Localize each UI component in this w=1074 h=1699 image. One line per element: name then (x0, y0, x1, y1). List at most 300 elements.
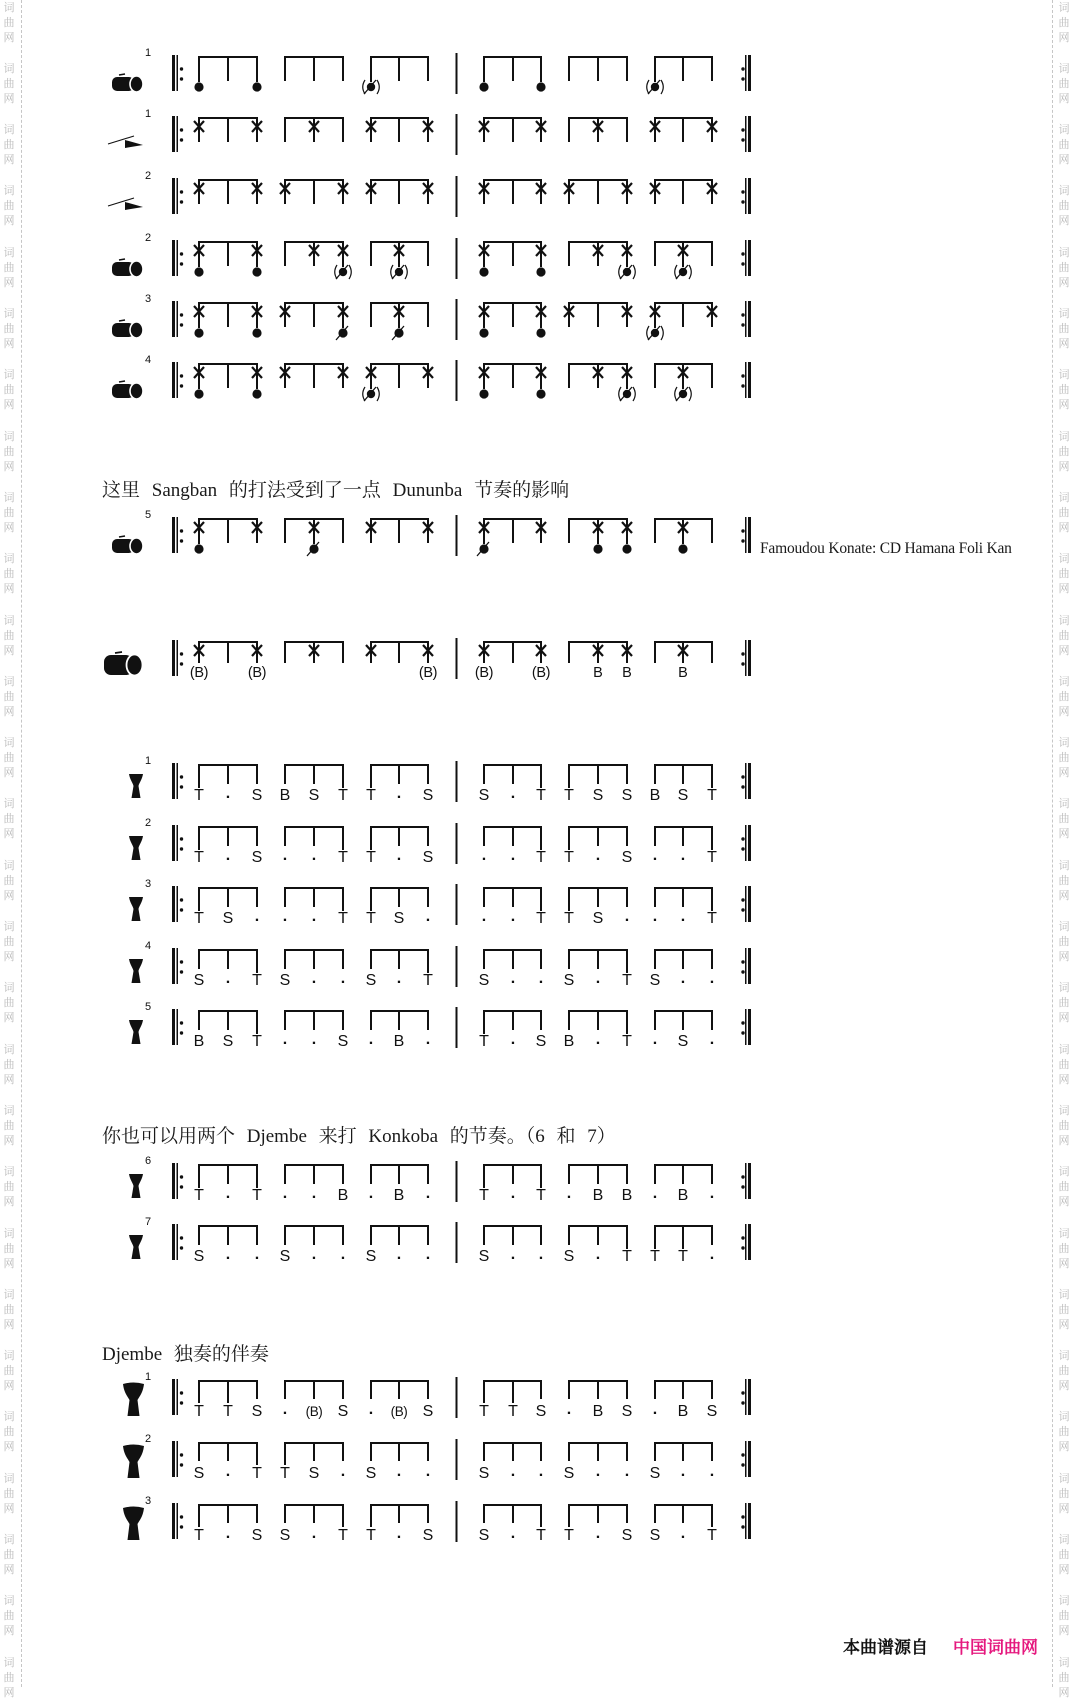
note-stem (626, 950, 628, 973)
note-stem (682, 364, 684, 389)
beat-group (194, 949, 262, 989)
dunun-icon (112, 74, 143, 92)
stroke-label: . (396, 1525, 402, 1542)
note-stem (198, 1505, 200, 1527)
note-stem (227, 118, 229, 142)
note-stem (198, 1443, 200, 1461)
watermark-char: 曲 (3, 1486, 15, 1500)
bass-dot-icon (593, 544, 602, 553)
bass-dot-icon (622, 544, 631, 553)
beat-group (194, 1225, 260, 1265)
note-stem (626, 1381, 628, 1399)
stroke-label: (B) (390, 1404, 408, 1419)
note-stem (342, 1505, 344, 1527)
watermark-char: 词 (1058, 1655, 1070, 1669)
stroke-label: T (194, 1403, 204, 1420)
beat-group (653, 887, 717, 927)
watermark-char: 网 (3, 214, 15, 228)
djembe-large-icon (123, 1383, 144, 1417)
note-stem (711, 642, 713, 663)
beat-group (370, 241, 429, 279)
repeat-start-sign (172, 886, 183, 922)
note-stem (313, 1443, 315, 1461)
dunun-pattern-4 (0, 350, 1074, 414)
stroke-label: . (311, 1031, 317, 1048)
stroke-label: S (251, 1527, 263, 1544)
watermark-char: 网 (3, 1379, 15, 1393)
stroke-label: . (510, 847, 516, 864)
stroke-label: S (422, 787, 434, 804)
note-stem (711, 888, 713, 911)
beat-group (568, 117, 628, 142)
stroke-label: . (425, 1185, 431, 1202)
stroke-label: . (595, 1246, 601, 1263)
stroke-label: . (624, 908, 630, 925)
note-stem (256, 364, 258, 389)
note-stem (284, 827, 286, 846)
stroke-label: . (595, 1463, 601, 1480)
watermark-char: 曲 (1058, 444, 1070, 458)
note-stem (483, 118, 485, 142)
repeat-start-sign (172, 517, 183, 553)
stroke-label: T (622, 972, 632, 989)
repeat-end-sign (741, 1503, 751, 1539)
bass-dot-icon (194, 267, 203, 276)
stroke-label: T (479, 1033, 489, 1050)
stroke-label: . (595, 970, 601, 987)
note-stem (483, 1505, 485, 1523)
watermark-char: 词 (3, 674, 15, 688)
stroke-label: S (478, 1248, 490, 1265)
bass-dot-icon (678, 544, 687, 553)
stroke-label: . (282, 1401, 288, 1418)
stroke-label: T (678, 1248, 688, 1265)
stroke-label: T (223, 1403, 233, 1420)
note-stem (256, 1226, 258, 1245)
note-stem (427, 1226, 429, 1245)
stroke-label: . (709, 1185, 715, 1202)
stroke-label: S (649, 1527, 661, 1544)
note-stem (682, 765, 684, 784)
watermark-char: 词 (3, 123, 15, 137)
note-stem (540, 180, 542, 204)
repeat-end-sign (741, 301, 751, 337)
stroke-label: . (652, 908, 658, 925)
stroke-label: S (422, 849, 434, 866)
note-stem (227, 242, 229, 266)
beat-group (564, 764, 632, 804)
note-stem (256, 519, 258, 543)
barline (456, 299, 458, 340)
note-stem (342, 642, 344, 663)
watermark-char: 词 (1058, 1226, 1070, 1240)
beat-group (482, 887, 546, 927)
repeat-start-sign (172, 116, 183, 152)
beat-group (283, 1164, 349, 1204)
note-stem (284, 519, 286, 543)
repeat-start-sign (172, 362, 183, 398)
stroke-label: . (680, 1463, 686, 1480)
note-stem (284, 1443, 286, 1465)
note-stem (682, 1226, 684, 1249)
muted-dot-icon (307, 542, 319, 556)
beat-group (564, 179, 632, 204)
watermark-char: 网 (3, 459, 15, 473)
note-stem (568, 888, 570, 911)
stroke-label: B (592, 1403, 604, 1420)
watermark-char: 网 (1058, 1133, 1070, 1147)
watermark-char: 词 (1058, 736, 1070, 750)
stroke-label: S (251, 787, 263, 804)
repeat-start-sign (172, 240, 183, 276)
beat-group (280, 764, 348, 804)
note-stem (342, 364, 344, 388)
note-stem (483, 1165, 485, 1188)
note-stem (597, 242, 599, 266)
watermark-char: 词 (3, 1287, 15, 1301)
note-stem (483, 765, 485, 784)
note-stem (483, 242, 485, 267)
note-stem (284, 888, 286, 907)
stroke-label: S (222, 910, 234, 927)
stroke-label: T (707, 1527, 717, 1544)
watermark-char: 网 (3, 30, 15, 44)
stroke-label: S (308, 787, 320, 804)
beat-group (283, 1380, 349, 1420)
watermark-char: 词 (3, 1042, 15, 1056)
note-stem (398, 642, 400, 663)
djembe-solo-accompaniment-1 (0, 1367, 1074, 1431)
stroke-label: . (396, 1463, 402, 1480)
note-stem (626, 242, 628, 267)
beat-group (479, 764, 546, 804)
note-stem (370, 827, 372, 850)
optional-muted-dot-icon (391, 265, 408, 279)
note-stem (370, 242, 372, 266)
note-stem (427, 1505, 429, 1523)
watermark-char: 词 (3, 429, 15, 443)
beat-group (366, 949, 433, 989)
note-stem (284, 950, 286, 969)
stroke-label: . (225, 1525, 231, 1542)
watermark-char: 网 (3, 1501, 15, 1515)
watermark-char: 词 (3, 368, 15, 382)
stroke-label: T (536, 849, 546, 866)
watermark-char: 网 (1058, 1072, 1070, 1086)
note-stem (540, 303, 542, 328)
watermark-char: 网 (1058, 398, 1070, 412)
watermark-char: 词 (3, 1226, 15, 1240)
note-stem (597, 1165, 599, 1184)
watermark-char: 词 (1058, 1103, 1070, 1117)
stroke-label: S (193, 1465, 205, 1482)
stroke-label: B (563, 1033, 575, 1050)
watermark-char: 曲 (3, 628, 15, 642)
stroke-label: . (396, 970, 402, 987)
note-stem (398, 888, 400, 907)
bass-dot-icon (194, 389, 203, 398)
note-stem (711, 364, 713, 388)
stroke-label: . (425, 1031, 431, 1048)
stroke-label: S (535, 1033, 547, 1050)
bass-dot-icon (194, 328, 203, 337)
note-stem (427, 180, 429, 204)
note-stem (398, 1226, 400, 1245)
solo-accompaniment-title: Djembe 独奏的伴奏 (102, 1344, 269, 1365)
watermark-char: 网 (1058, 1501, 1070, 1515)
note-stem (711, 1011, 713, 1030)
beat-group (194, 1010, 262, 1050)
watermark-char: 词 (1058, 1165, 1070, 1179)
beat-group (194, 241, 262, 277)
barline (456, 946, 458, 987)
note-stem (654, 1381, 656, 1399)
beat-group (283, 887, 348, 927)
note-stem (540, 1381, 542, 1399)
note-stem (284, 1505, 286, 1523)
watermark-char: 网 (1058, 1624, 1070, 1638)
watermark-char: 曲 (3, 812, 15, 826)
watermark-char: 词 (1058, 981, 1070, 995)
watermark-char: 曲 (3, 138, 15, 152)
watermark-char: 网 (1058, 1563, 1070, 1576)
note-stem (626, 57, 628, 81)
stroke-label: . (225, 847, 231, 864)
stroke-label: T (564, 787, 574, 804)
beat-group (366, 518, 433, 543)
watermark-char: 曲 (3, 935, 15, 948)
note-stem (483, 888, 485, 907)
note-stem (540, 950, 542, 969)
watermark-char: 词 (1058, 858, 1070, 872)
watermark-char: 词 (1058, 613, 1070, 627)
watermark-char: 词 (3, 307, 15, 320)
watermark-char: 网 (3, 1317, 15, 1331)
watermark-char: 曲 (3, 1364, 15, 1378)
stroke-label: . (340, 1463, 346, 1480)
barline (456, 823, 458, 864)
watermark-char: 曲 (1058, 15, 1070, 29)
note-stem (427, 888, 429, 907)
watermark-char: 曲 (1058, 628, 1070, 642)
stroke-label: S (478, 1527, 490, 1544)
note-stem (256, 1505, 258, 1523)
watermark-char: 词 (3, 552, 15, 566)
muted-dot-icon (477, 542, 489, 556)
note-stem (398, 118, 400, 142)
note-stem (597, 1443, 599, 1461)
row-number: 1 (144, 108, 152, 120)
note-stem (227, 1505, 229, 1523)
stroke-label: S (649, 1465, 661, 1482)
watermark-char: 网 (3, 1624, 15, 1638)
note-stem (626, 303, 628, 327)
beat-group (280, 949, 346, 989)
stroke-label: . (538, 970, 544, 987)
note-stem (654, 57, 656, 82)
optional-muted-dot-icon (363, 80, 380, 94)
beat-group (564, 1010, 632, 1050)
watermark-char: 词 (3, 797, 15, 811)
beat-group (284, 518, 344, 556)
barline (456, 1161, 458, 1202)
optional-muted-dot-icon (619, 265, 636, 279)
note-stem (682, 118, 684, 142)
note-stem (427, 519, 429, 543)
note-stem (654, 888, 656, 907)
watermark-char: 网 (3, 766, 15, 780)
note-stem (227, 642, 229, 663)
djembe-konkoba-pattern-6 (0, 1151, 1074, 1215)
note-stem (342, 180, 344, 204)
stroke-label: T (252, 1187, 262, 1204)
stroke-label: S (365, 972, 377, 989)
djembe-icon (129, 836, 143, 860)
watermark-char: 曲 (1058, 1548, 1070, 1561)
note-stem (512, 888, 514, 907)
beat-group (194, 1164, 262, 1204)
beat-group (564, 826, 632, 866)
barline (456, 1439, 458, 1480)
repeat-start-sign (172, 825, 183, 861)
note-stem (654, 1505, 656, 1523)
watermark-char: 网 (1058, 1379, 1070, 1393)
watermark-char: 网 (3, 950, 15, 963)
note-stem (682, 1443, 684, 1461)
note-stem (198, 364, 200, 389)
watermark-char: 词 (3, 1410, 15, 1424)
note-stem (597, 57, 599, 81)
beat-group (284, 641, 344, 663)
stroke-label: S (621, 1527, 633, 1544)
beat-group (564, 949, 632, 989)
beat-group (564, 1504, 632, 1544)
beat-group (194, 56, 261, 92)
beat-group (650, 179, 717, 204)
watermark-char: 网 (1058, 1440, 1070, 1454)
djembe-solo-accompaniment-3 (0, 1491, 1074, 1555)
barline (456, 114, 458, 155)
stroke-label: . (396, 847, 402, 864)
note-stem (483, 303, 485, 328)
note-stem (597, 827, 599, 846)
stroke-label: T (338, 849, 348, 866)
footer-site-name[interactable]: 中国词曲网 (953, 1638, 1038, 1658)
stroke-label: . (311, 970, 317, 987)
note-stem (597, 1011, 599, 1030)
stroke-label: S (251, 1403, 263, 1420)
watermark-char: 词 (1058, 1349, 1070, 1363)
watermark-char: 曲 (3, 15, 15, 29)
row-number: 4 (144, 940, 152, 952)
note-stem (342, 57, 344, 81)
stroke-label: . (368, 1031, 374, 1048)
row-number: 4 (144, 354, 152, 366)
note-stem (284, 180, 286, 204)
note-stem (654, 242, 656, 266)
watermark-char: 曲 (3, 1180, 15, 1194)
note-stem (284, 118, 286, 142)
stroke-label: . (225, 785, 231, 802)
beat-group (564, 302, 632, 327)
note-stem (227, 1011, 229, 1030)
note-stem (597, 950, 599, 969)
note-stem (427, 1381, 429, 1399)
note-stem (427, 118, 429, 142)
repeat-end-sign (741, 948, 751, 984)
watermark-char: 曲 (3, 567, 15, 581)
sangban-pattern-5 (0, 505, 1074, 569)
row-number: 1 (144, 755, 152, 767)
note-stem (342, 827, 344, 850)
watermark-char: 网 (1058, 950, 1070, 963)
note-stem (370, 1011, 372, 1030)
stroke-label: S (337, 1403, 349, 1420)
stroke-label: . (311, 908, 317, 925)
bass-dot-icon (479, 82, 488, 91)
stroke-label: . (311, 847, 317, 864)
bass-dot-icon (252, 267, 261, 276)
watermark-char: 曲 (1058, 1609, 1070, 1623)
note-stem (342, 1226, 344, 1245)
watermark-char: 曲 (1058, 322, 1070, 335)
note-stem (313, 765, 315, 784)
watermark-char: 曲 (3, 1670, 15, 1684)
note-stem (398, 1165, 400, 1184)
stroke-label: . (282, 908, 288, 925)
note-stem (256, 180, 258, 204)
optional-muted-dot-icon (647, 80, 664, 94)
dunun-icon (112, 381, 143, 399)
watermark-char: 曲 (1058, 1057, 1070, 1071)
note-stem (342, 1165, 344, 1184)
beat-group (366, 1442, 431, 1482)
stroke-label: . (595, 847, 601, 864)
note-stem (597, 364, 599, 388)
note-stem (483, 1381, 485, 1403)
beat-group (194, 764, 262, 804)
note-stem (342, 1381, 344, 1399)
beat-group (194, 1504, 262, 1544)
note-stem (398, 1505, 400, 1523)
stroke-label: T (252, 1465, 262, 1482)
watermark-char: 曲 (3, 1241, 15, 1255)
note-stem (540, 827, 542, 850)
note-stem (512, 180, 514, 204)
note-stem (626, 1505, 628, 1523)
stroke-label: S (621, 787, 633, 804)
note-stem (370, 1165, 372, 1184)
watermark-char: 词 (1058, 1594, 1070, 1608)
repeat-end-sign (741, 116, 751, 152)
watermark-char: 曲 (3, 1425, 15, 1439)
beat-group (650, 1504, 717, 1544)
watermark-char: 曲 (3, 1118, 15, 1132)
beat-group (194, 179, 262, 204)
muted-dot-icon (392, 326, 404, 340)
watermark-char: 词 (1058, 552, 1070, 566)
stroke-label: T (622, 1033, 632, 1050)
watermark-char: 网 (1058, 30, 1070, 44)
repeat-start-sign (172, 1009, 183, 1045)
note-stem (370, 1443, 372, 1461)
note-stem (626, 1165, 628, 1184)
watermark-char: 网 (1058, 888, 1070, 902)
note-stem (313, 242, 315, 266)
beat-group (477, 518, 546, 556)
watermark-char: 网 (1058, 827, 1070, 841)
watermark-char: 曲 (1058, 1425, 1070, 1439)
